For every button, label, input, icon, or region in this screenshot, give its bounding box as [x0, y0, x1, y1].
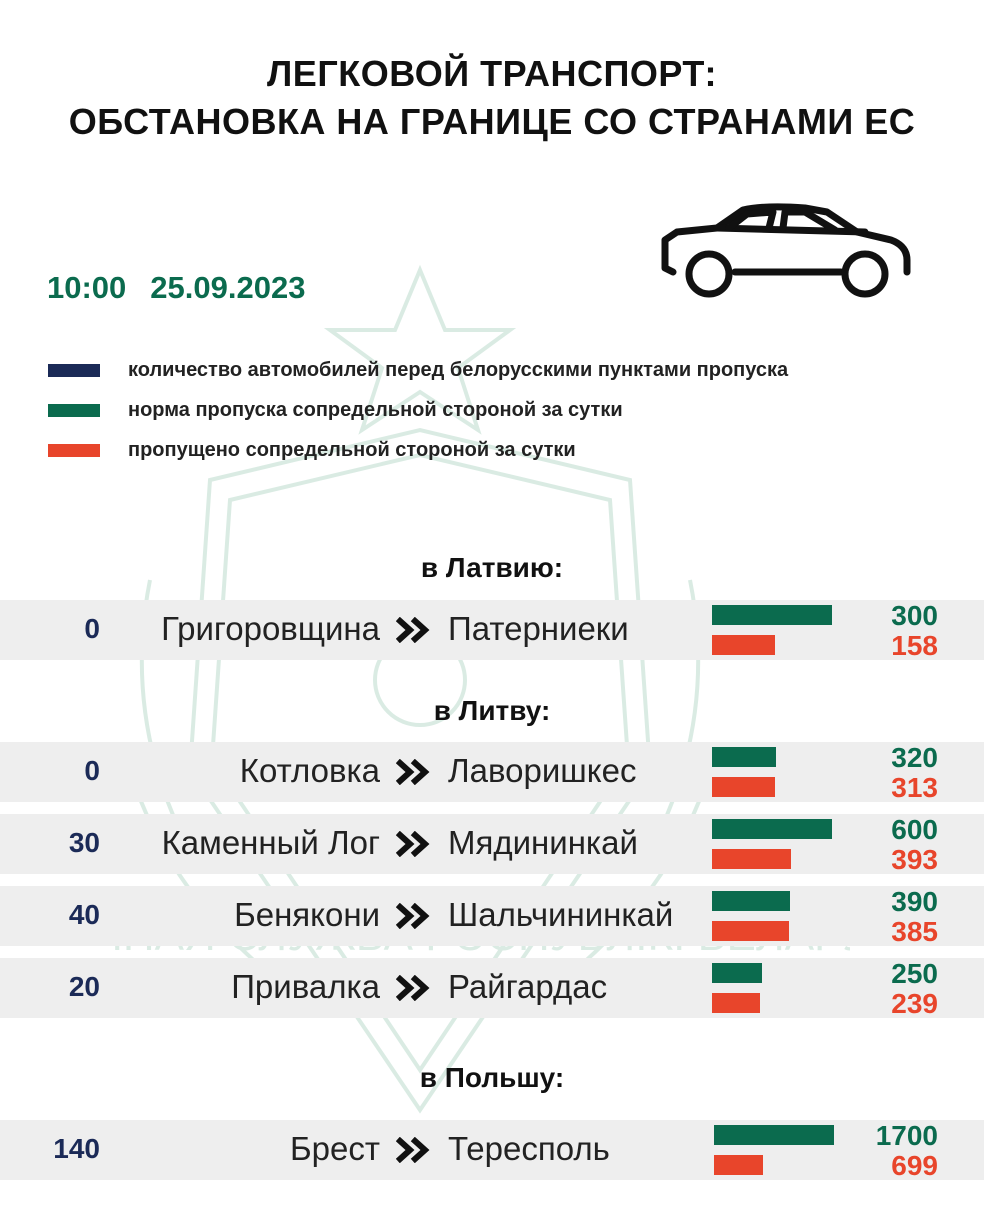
legend-label-norm: норма пропуска сопредельной стороной за сутки — [128, 399, 623, 421]
passed-bar — [712, 635, 775, 655]
norm-bar — [714, 1125, 834, 1145]
passed-bar — [712, 993, 760, 1013]
passed-value: 158 — [891, 630, 938, 661]
legend-label-queue: количество автомобилей перед белорусскими пунктами пропуска — [128, 359, 789, 381]
origin-checkpoint: Каменный Лог — [161, 824, 380, 861]
queue-count: 20 — [68, 971, 100, 1002]
destination-checkpoint: Мядининкай — [448, 824, 638, 861]
queue-count: 140 — [53, 1133, 100, 1164]
section-heading: в Латвию: — [420, 552, 564, 583]
queue-count: 40 — [68, 899, 100, 930]
origin-checkpoint: Брест — [290, 1130, 380, 1167]
car-icon — [655, 200, 915, 305]
legend-swatch-passed — [48, 444, 100, 457]
queue-count: 0 — [84, 613, 100, 644]
origin-checkpoint: Бенякони — [234, 896, 380, 933]
double-chevron-right-icon — [396, 831, 432, 857]
queue-count: 30 — [68, 827, 100, 858]
norm-value: 320 — [891, 742, 938, 773]
crossing-row — [0, 886, 984, 946]
norm-value: 1700 — [875, 1120, 938, 1151]
norm-bar — [712, 605, 832, 625]
norm-bar — [712, 891, 790, 911]
date-label: 25.09.2023 — [150, 270, 306, 305]
crossing-row — [0, 1120, 984, 1180]
origin-checkpoint: Григоровщина — [161, 610, 380, 647]
norm-value: 390 — [891, 886, 938, 917]
timestamp — [47, 270, 329, 306]
double-chevron-right-icon — [396, 1137, 432, 1163]
destination-checkpoint: Лаворишкес — [448, 752, 637, 789]
norm-value: 250 — [891, 958, 938, 989]
passed-value: 393 — [891, 844, 938, 875]
queue-count: 0 — [84, 755, 100, 786]
section-heading: в Литву: — [433, 695, 551, 726]
norm-value: 300 — [891, 600, 938, 631]
title-line-2: ОБСТАНОВКА НА ГРАНИЦЕ СО СТРАНАМИ ЕС — [68, 101, 916, 142]
title-line-1: ЛЕГКОВОЙ ТРАНСПОРТ: — [267, 53, 717, 94]
norm-bar — [712, 963, 762, 983]
passed-bar — [712, 777, 775, 797]
legend-label-passed: пропущено сопредельной стороной за сутки — [128, 439, 576, 461]
destination-checkpoint: Райгардас — [448, 968, 608, 1005]
section-heading: в Польшу: — [419, 1062, 565, 1093]
crossing-row — [0, 814, 984, 874]
passed-value: 313 — [891, 772, 938, 803]
norm-bar — [712, 747, 776, 767]
passed-bar — [712, 849, 791, 869]
destination-checkpoint: Патерниеки — [448, 610, 629, 647]
passed-bar — [714, 1155, 763, 1175]
destination-checkpoint: Шальчининкай — [448, 896, 674, 933]
passed-value: 385 — [891, 916, 938, 947]
double-chevron-right-icon — [396, 903, 432, 929]
origin-checkpoint: Привалка — [231, 968, 380, 1005]
page-title — [0, 50, 984, 146]
legend-swatch-queue — [48, 364, 100, 377]
double-chevron-right-icon — [396, 975, 432, 1001]
passed-value: 239 — [891, 988, 938, 1019]
double-chevron-right-icon — [396, 617, 432, 643]
norm-value: 600 — [891, 814, 938, 845]
double-chevron-right-icon — [396, 759, 432, 785]
passed-value: 699 — [891, 1150, 938, 1181]
crossing-row — [0, 958, 984, 1018]
destination-checkpoint: Тересполь — [448, 1130, 610, 1167]
passed-bar — [712, 921, 789, 941]
legend-swatch-norm — [48, 404, 100, 417]
origin-checkpoint: Котловка — [239, 752, 380, 789]
crossing-row — [0, 742, 984, 802]
norm-bar — [712, 819, 832, 839]
crossing-row — [0, 600, 984, 660]
time-label: 10:00 — [47, 270, 127, 305]
